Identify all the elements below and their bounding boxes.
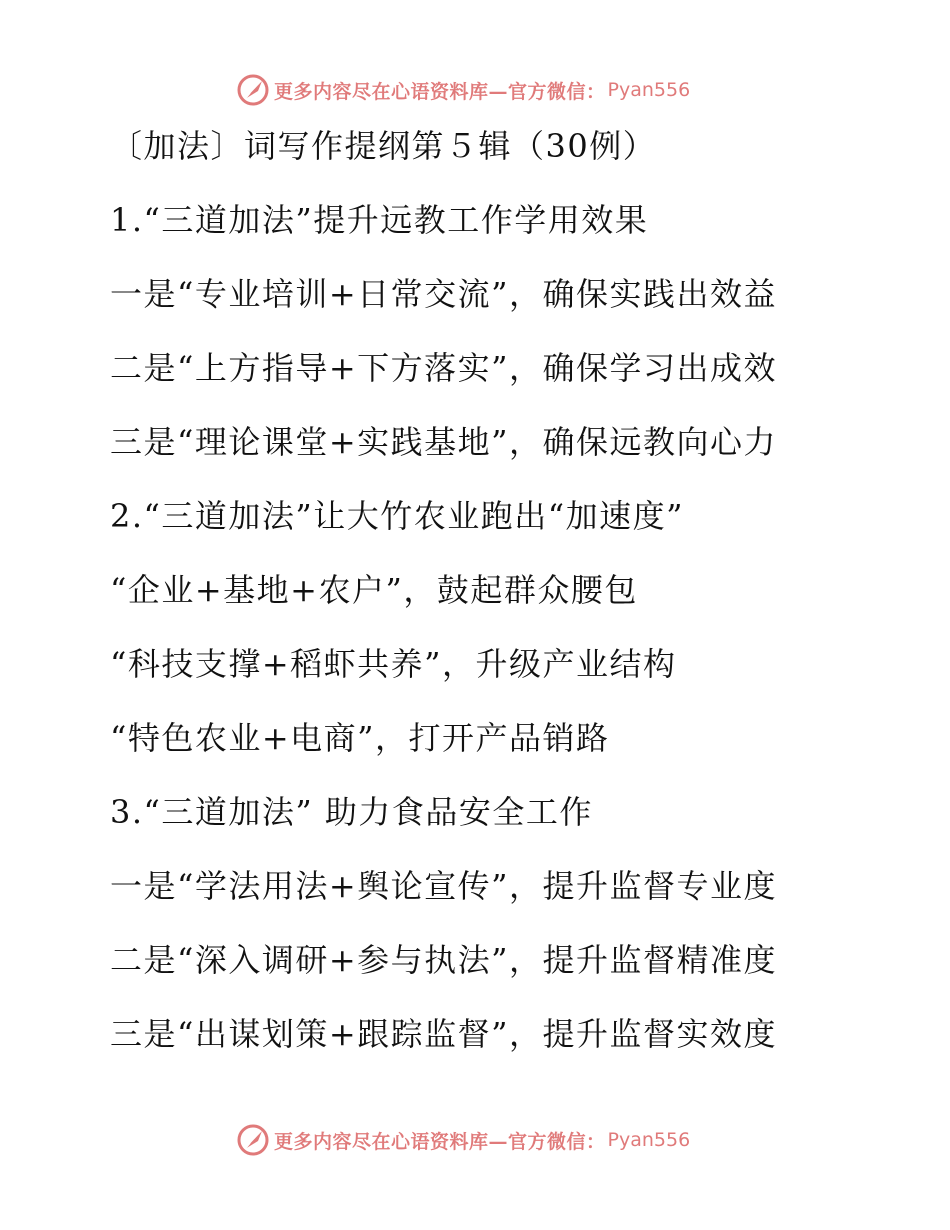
watermark-text: 更多内容尽在心语资料库—官方微信： xyxy=(274,1130,606,1153)
document-line: 三是“出谋划策+跟踪监督”，提升监督实效度 xyxy=(110,1015,778,1053)
document-line: “特色农业+电商”，打开产品销路 xyxy=(110,719,610,757)
watermark-footer xyxy=(236,1122,690,1158)
watermark-text: 更多内容尽在心语资料库—官方微信： xyxy=(274,80,606,103)
document-line: 二是“上方指导+下方落实”，确保学习出成效 xyxy=(110,349,778,387)
document-line: 一是“学法用法+舆论宣传”，提升监督专业度 xyxy=(110,867,778,905)
watermark-wechat-id: Pyan556 xyxy=(607,79,691,101)
document-line: 3.“三道加法” 助力食品安全工作 xyxy=(110,793,593,831)
document-line: “科技支撑+稻虾共养”，升级产业结构 xyxy=(110,645,677,683)
document-title: 〔加法〕词写作提纲第５辑（30例） xyxy=(110,127,657,165)
quill-logo-icon xyxy=(236,1123,270,1157)
quill-logo-icon xyxy=(236,73,270,107)
document-line: 三是“理论课堂+实践基地”，确保远教向心力 xyxy=(110,423,778,461)
watermark-wechat-id: Pyan556 xyxy=(607,1129,691,1151)
document-line: “企业+基地+农户”，鼓起群众腰包 xyxy=(110,571,638,609)
document-line: 二是“深入调研+参与执法”，提升监督精准度 xyxy=(110,941,778,979)
watermark-header xyxy=(236,72,690,108)
document-line: 一是“专业培训+日常交流”，确保实践出效益 xyxy=(110,275,778,313)
document-line: 2.“三道加法”让大竹农业跑出“加速度” xyxy=(110,497,684,535)
document-line: 1.“三道加法”提升远教工作学用效果 xyxy=(110,201,649,239)
